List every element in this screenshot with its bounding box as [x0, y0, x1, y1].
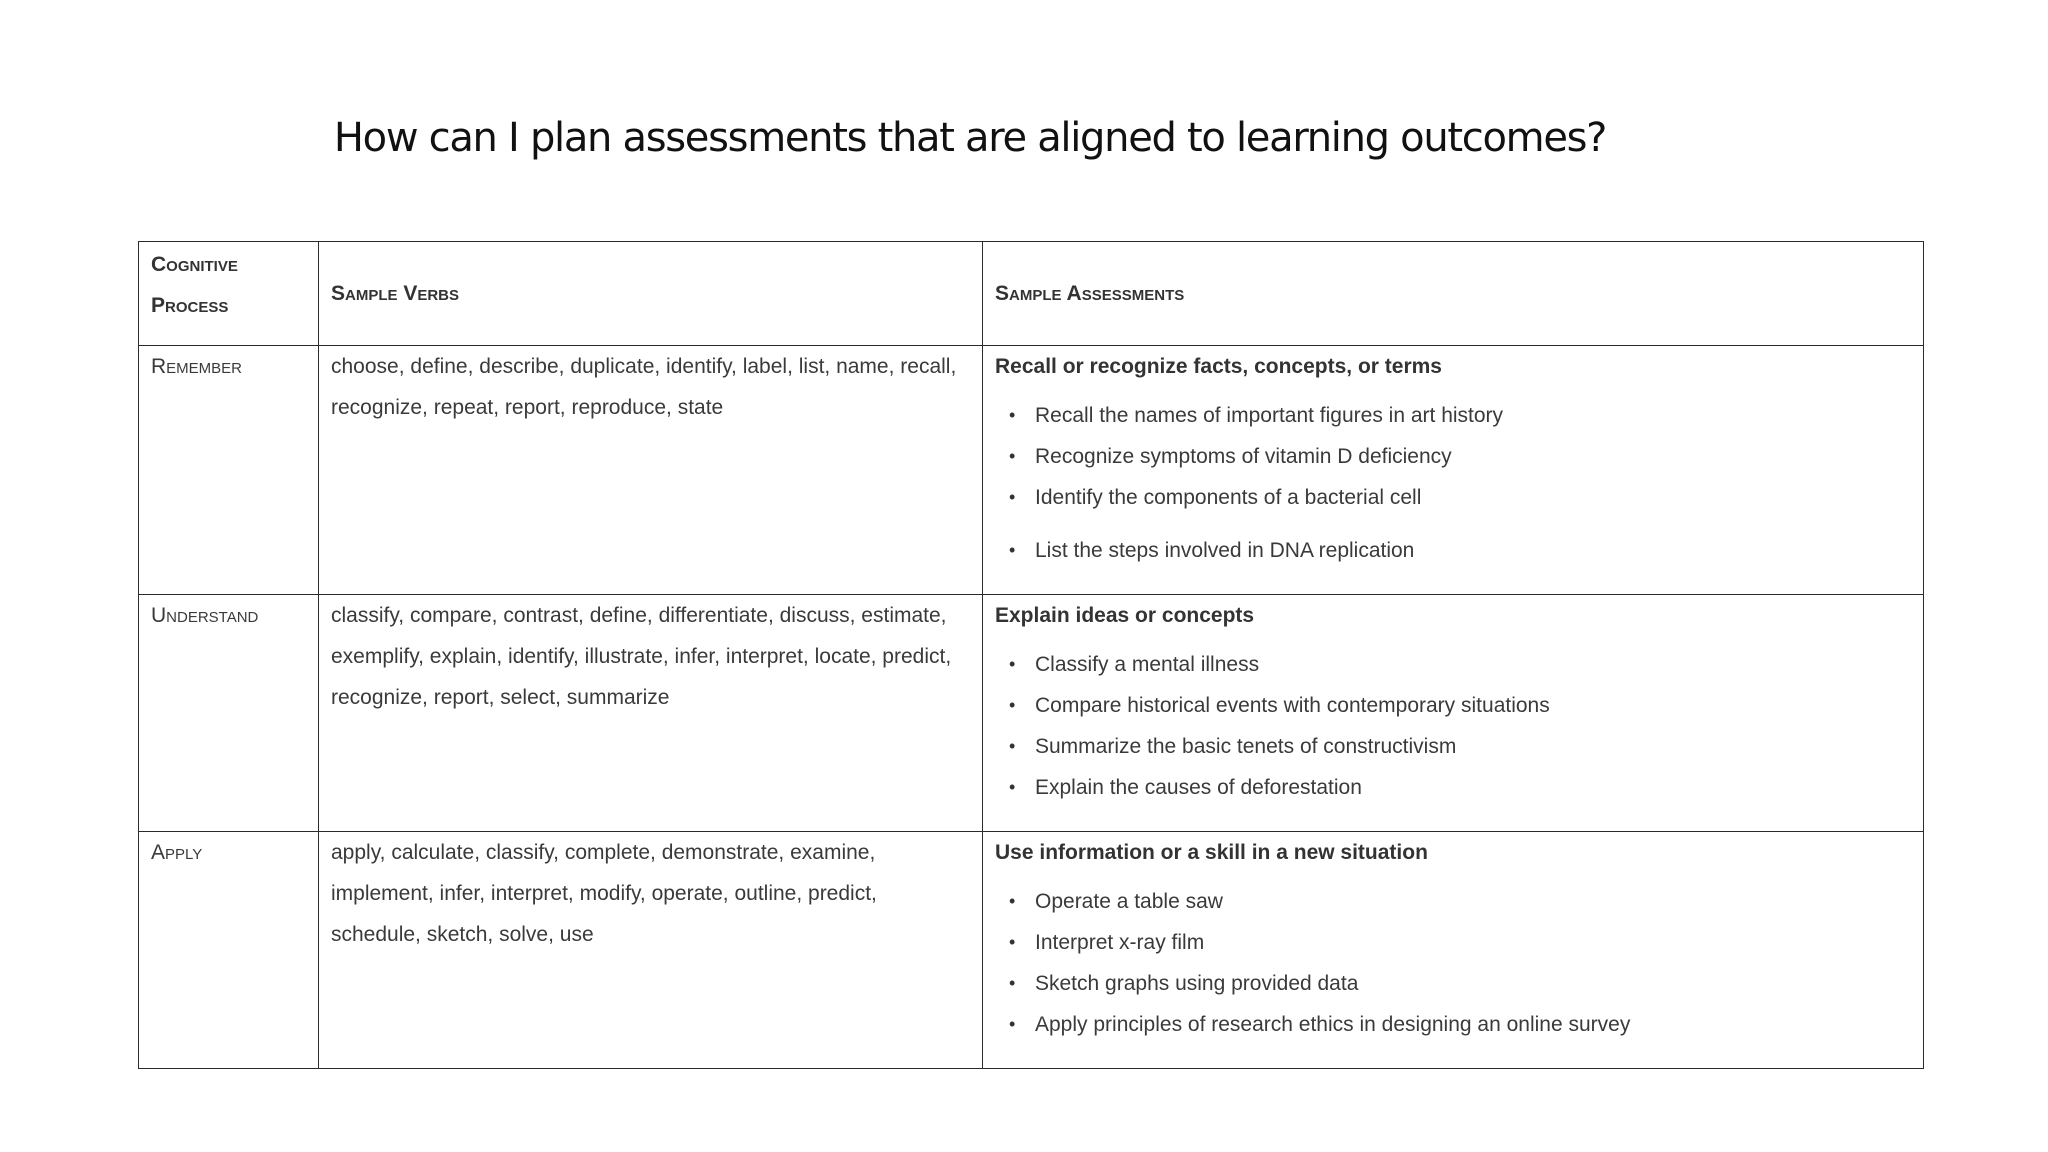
table-row-apply	[139, 832, 1924, 1069]
verbs-cell-understand: classify, compare, contrast, define, differentiate, discuss, estimate, exemplify, explain, identify, illustrate, infer, interpret, locate, predict, recognize, report, select, summarize	[319, 595, 983, 832]
assessment-list	[995, 881, 1911, 1045]
list-item-text: Sketch graphs using provided data	[1035, 972, 1359, 995]
bullet-icon: •	[1009, 891, 1016, 911]
bullet-icon: •	[1009, 695, 1016, 715]
list-item	[1009, 726, 1911, 767]
verbs-cell-apply: apply, calculate, classify, complete, demonstrate, examine, implement, infer, interpret, modify, operate, outline, predict, schedule, sketch, solve, use	[319, 832, 983, 1069]
list-item-text: Summarize the basic tenets of constructivism	[1035, 735, 1457, 758]
assessments-cell-understand	[983, 595, 1924, 832]
header-sample-verbs: Sample Verbs	[319, 242, 983, 346]
bullet-icon: •	[1009, 487, 1016, 507]
list-item-text: Recognize symptoms of vitamin D deficiency	[1035, 445, 1452, 468]
header-cognitive-process-label: Cognitive Process	[151, 253, 238, 317]
table-row-remember	[139, 346, 1924, 595]
list-item	[1009, 881, 1911, 922]
assessment-list	[995, 395, 1911, 571]
bullet-icon: •	[1009, 973, 1016, 993]
list-item-text: List the steps involved in DNA replication	[1035, 539, 1415, 562]
assessments-cell-remember	[983, 346, 1924, 595]
bullet-icon: •	[1009, 446, 1016, 466]
header-cognitive-process	[139, 242, 319, 346]
process-cell-remember: Remember	[139, 346, 319, 595]
process-cell-apply: Apply	[139, 832, 319, 1069]
bullet-icon: •	[1009, 654, 1016, 674]
list-item-text: Identify the components of a bacterial cell	[1035, 486, 1422, 509]
list-item-text: Explain the causes of deforestation	[1035, 776, 1362, 799]
table-row-understand	[139, 595, 1924, 832]
blooms-taxonomy-table	[138, 241, 1924, 1069]
assessment-heading: Use information or a skill in a new situation	[995, 841, 1428, 864]
list-item	[1009, 395, 1911, 436]
list-item	[1009, 685, 1911, 726]
list-item-text: Recall the names of important figures in art history	[1035, 404, 1504, 427]
list-item-text: Compare historical events with contemporary situations	[1035, 694, 1550, 717]
table-header-row	[139, 242, 1924, 346]
list-item-text: Classify a mental illness	[1035, 653, 1260, 676]
bullet-icon: •	[1009, 777, 1016, 797]
bullet-icon: •	[1009, 736, 1016, 756]
list-item	[1009, 530, 1911, 571]
bullet-icon: •	[1009, 1014, 1016, 1034]
list-item-text: Interpret x-ray film	[1035, 931, 1205, 954]
assessment-list	[995, 644, 1911, 808]
assessment-heading: Recall or recognize facts, concepts, or terms	[995, 355, 1442, 378]
slide-title: How can I plan assessments that are aligned to learning outcomes?	[333, 115, 1607, 161]
bullet-icon: •	[1009, 540, 1016, 560]
list-item	[1009, 477, 1911, 518]
list-item	[1009, 436, 1911, 477]
list-item-text: Apply principles of research ethics in designing an online survey	[1035, 1013, 1631, 1036]
list-item	[1009, 922, 1911, 963]
list-item-text: Operate a table saw	[1035, 890, 1223, 913]
list-item	[1009, 1004, 1911, 1045]
bullet-icon: •	[1009, 405, 1016, 425]
bullet-icon: •	[1009, 932, 1016, 952]
list-item	[1009, 963, 1911, 1004]
verbs-cell-remember: choose, define, describe, duplicate, identify, label, list, name, recall, recognize, repeat, report, reproduce, state	[319, 346, 983, 595]
process-cell-understand: Understand	[139, 595, 319, 832]
list-item	[1009, 767, 1911, 808]
assessments-cell-apply	[983, 832, 1924, 1069]
assessment-heading: Explain ideas or concepts	[995, 604, 1255, 627]
list-item	[1009, 644, 1911, 685]
header-sample-assessments: Sample Assessments	[983, 242, 1924, 346]
